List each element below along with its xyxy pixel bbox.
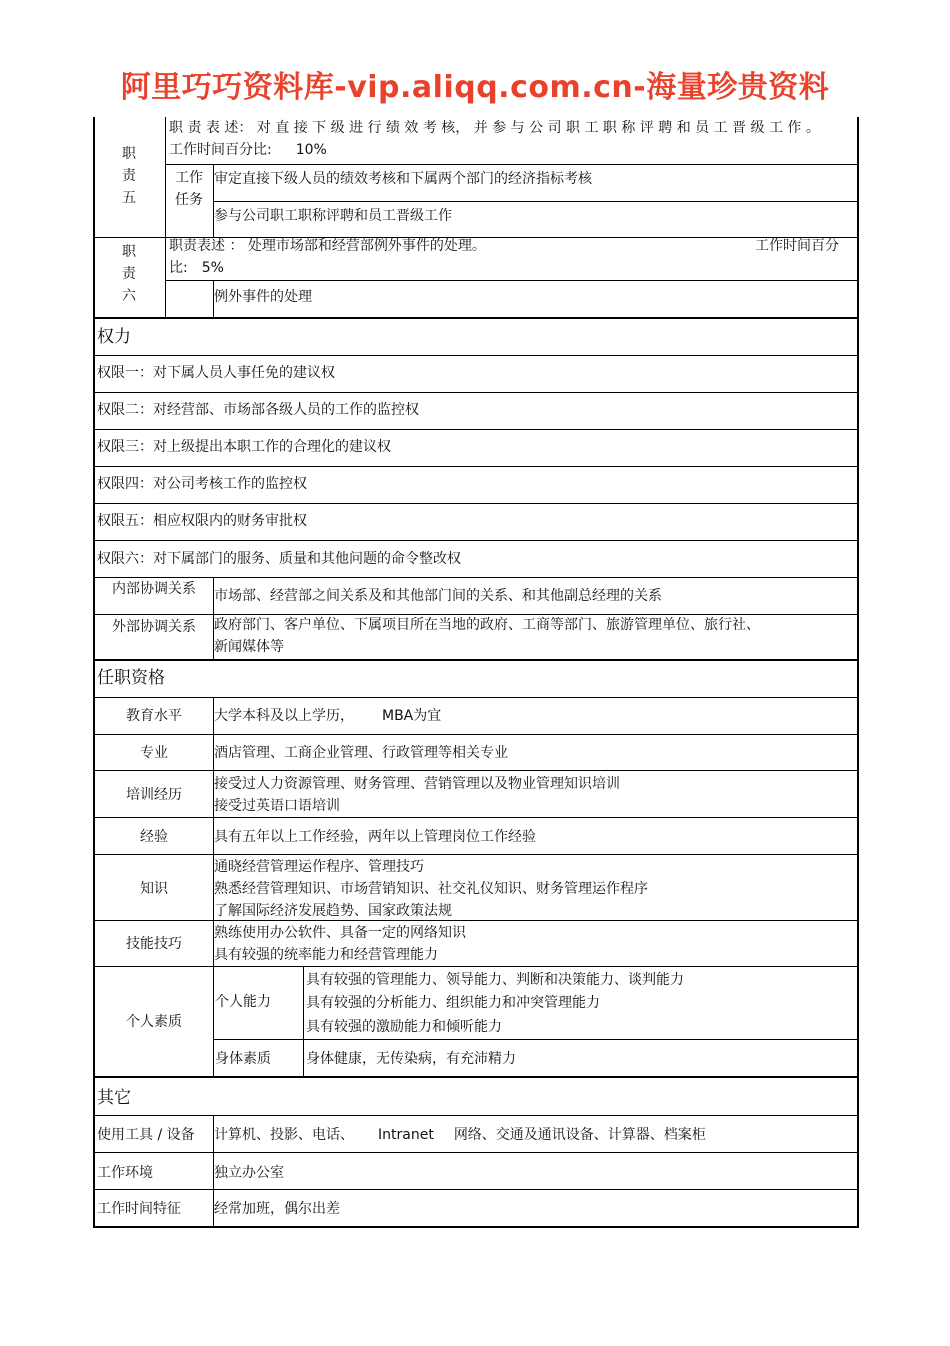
duty5-task-1: 审定直接下级人员的绩效考核和下属两个部门的经济指标考核	[214, 171, 592, 187]
divider	[95, 854, 857, 855]
skill-label: 技能技巧	[126, 936, 182, 952]
watermark-banner: 阿里巧巧资料库-vip.aliqq.com.cn-海量珍贵资料	[120, 70, 830, 105]
job-description-table	[93, 117, 859, 1228]
personal-quality-label: 个人素质	[126, 1014, 182, 1030]
divider	[95, 966, 857, 967]
divider	[165, 164, 857, 165]
external-relation-line-2: 新闻媒体等	[214, 639, 284, 655]
authority-item-3: 权限三：对上级提出本职工作的合理化的建议权	[97, 439, 391, 455]
ability-line-2: 具有较强的分析能力、组织能力和冲突管理能力	[306, 995, 600, 1011]
duty6-time: 比: 5%	[169, 260, 224, 276]
divider	[95, 920, 857, 921]
work-time-value: 经常加班，偶尔出差	[214, 1201, 340, 1217]
training-line-1: 接受过人力资源管理、财务管理、营销管理以及物业管理知识培训	[214, 776, 620, 792]
authority-title: 权力	[97, 327, 131, 347]
internal-relation-value: 市场部、经营部之间关系及和其他部门间的关系、和其他副总经理的关系	[214, 588, 662, 604]
major-value: 酒店管理、工商企业管理、行政管理等相关专业	[214, 745, 508, 761]
authority-item-1: 权限一：对下属人员人事任免的建议权	[97, 365, 335, 381]
divider	[95, 540, 857, 541]
skill-line-1: 熟练使用办公软件、具备一定的网络知识	[214, 925, 466, 941]
divider	[95, 1115, 857, 1116]
authority-item-4: 权限四：对公司考核工作的监控权	[97, 476, 307, 492]
knowledge-label: 知识	[140, 881, 168, 897]
major-label: 专业	[140, 745, 168, 761]
divider	[95, 392, 857, 393]
duty6-label: 职 责 六	[122, 244, 136, 304]
qualification-title: 任职资格	[97, 668, 165, 688]
knowledge-line-1: 通晓经营管理运作程序、管理技巧	[214, 859, 424, 875]
divider	[165, 280, 857, 281]
divider	[213, 1039, 857, 1040]
knowledge-line-3: 了解国际经济发展趋势、国家政策法规	[214, 903, 452, 919]
divider	[95, 770, 857, 771]
divider	[95, 697, 857, 698]
ability-line-1: 具有较强的管理能力、领导能力、判断和决策能力、谈判能力	[306, 972, 684, 988]
duty6-time-label: 工作时间百分	[755, 238, 839, 254]
external-relation-line-1: 政府部门、客户单位、下属项目所在当地的政府、工商等部门、旅游管理单位、旅行社、	[214, 617, 760, 633]
duty6-description: 职责表述 ： 处理市场部和经营部例外事件的处理。	[169, 238, 486, 254]
duty5-task-2: 参与公司职工职称评聘和员工晋级工作	[214, 208, 452, 224]
education-value: 大学本科及以上学历， MBA为宜	[214, 708, 442, 724]
work-time-label: 工作时间特征	[97, 1201, 181, 1217]
duty5-label: 职 责 五	[122, 146, 136, 206]
physical-value: 身体健康，无传染病，有充沛精力	[306, 1051, 516, 1067]
authority-item-2: 权限二：对经营部、市场部各级人员的工作的监控权	[97, 402, 419, 418]
internal-relation-label: 内部协调关系	[112, 581, 196, 597]
divider	[95, 317, 857, 319]
divider	[95, 1152, 857, 1153]
duty5-time: 工作时间百分比: 10%	[169, 142, 327, 158]
knowledge-line-2: 熟悉经营管理知识、市场营销知识、社交礼仪知识、财务管理运作程序	[214, 881, 648, 897]
physical-label: 身体素质	[215, 1051, 271, 1067]
divider	[95, 1189, 857, 1190]
authority-item-5: 权限五：相应权限内的财务审批权	[97, 513, 307, 529]
divider	[165, 117, 166, 318]
training-line-2: 接受过英语口语培训	[214, 798, 340, 814]
environment-label: 工作环境	[97, 1165, 153, 1181]
divider	[303, 966, 304, 1077]
divider	[95, 817, 857, 818]
divider	[95, 503, 857, 504]
divider	[95, 429, 857, 430]
environment-value: 独立办公室	[214, 1165, 284, 1181]
ability-line-3: 具有较强的激励能力和倾听能力	[306, 1019, 502, 1035]
ability-label: 个人能力	[215, 994, 271, 1010]
duty5-task-label: 工作 任务	[175, 170, 203, 208]
duty6-task-1: 例外事件的处理	[214, 289, 312, 305]
divider	[213, 201, 857, 202]
authority-item-6: 权限六：对下属部门的服务、质量和其他问题的命令整改权	[97, 551, 461, 567]
duty5-description: 职 责 表 述： 对 直 接 下 级 进 行 绩 效 考 核， 并 参 与 公 司 职 工 职 称 评 聘 和 员 工 晋 级 工 作 。	[169, 120, 820, 136]
skill-line-2: 具有较强的统率能力和经营管理能力	[214, 947, 438, 963]
divider	[95, 1076, 857, 1078]
external-relation-label: 外部协调关系	[112, 619, 196, 635]
education-label: 教育水平	[126, 708, 182, 724]
tools-label: 使用工具 / 设备	[97, 1127, 195, 1143]
divider	[95, 355, 857, 356]
tools-value: 计算机、投影、电话、 Intranet 网络、交通及通讯设备、计算器、档案柜	[214, 1127, 706, 1143]
divider	[95, 659, 857, 661]
divider	[95, 466, 857, 467]
divider	[95, 734, 857, 735]
experience-value: 具有五年以上工作经验，两年以上管理岗位工作经验	[214, 829, 536, 845]
training-label: 培训经历	[126, 787, 182, 803]
other-title: 其它	[97, 1088, 131, 1108]
experience-label: 经验	[140, 829, 168, 845]
